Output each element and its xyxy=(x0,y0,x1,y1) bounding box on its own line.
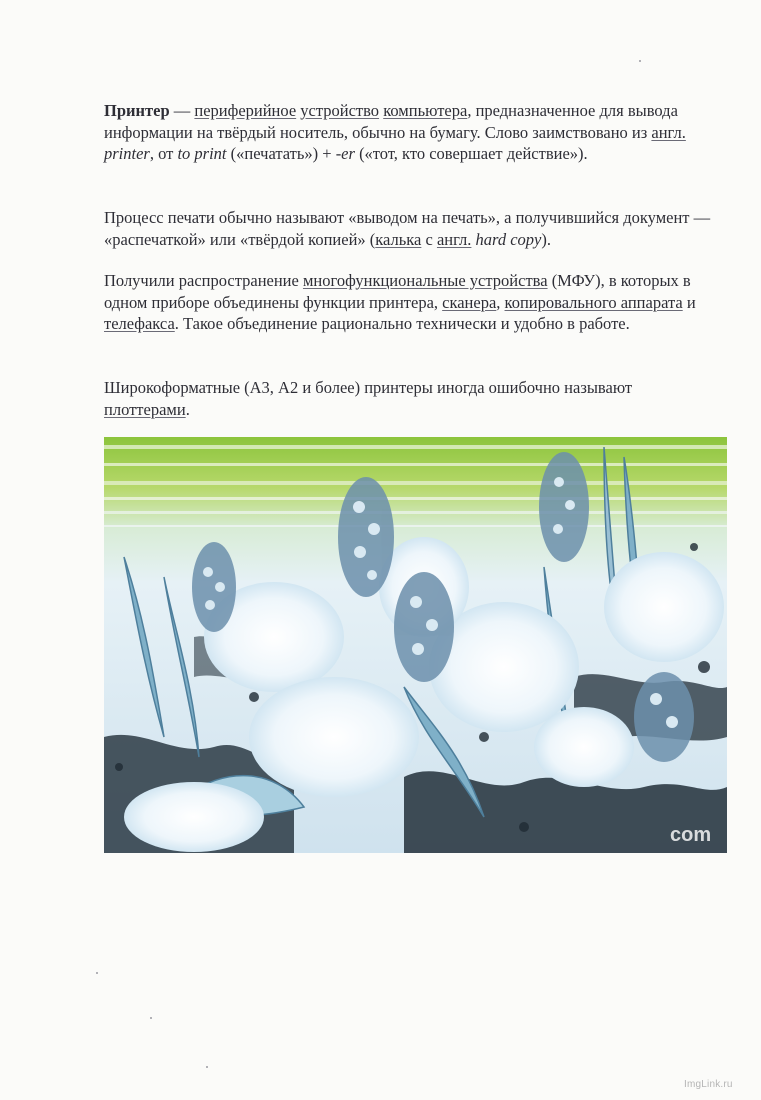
text-run: Получили распространение xyxy=(104,271,303,290)
hyacinth-photo xyxy=(104,437,727,853)
text-run: . xyxy=(185,399,190,419)
photo-artwork xyxy=(104,437,727,853)
scan-speck xyxy=(96,972,98,974)
photo-watermark: com xyxy=(670,824,712,846)
text-run: Процесс печати обычно называют «выводом на печать», а получившийся документ — «распечаткой» или «твёрдой копией» ( xyxy=(104,208,711,249)
text-run: Широкоформатные (А3, А2 и более) принтеры иногда ошибочно называют xyxy=(104,378,633,397)
link-peripheral[interactable]: периферийное xyxy=(194,101,297,120)
text-run: ). xyxy=(541,229,551,249)
link-telefax[interactable]: телефакса xyxy=(104,314,175,333)
text-run: , xyxy=(496,292,505,312)
link-english-abbr[interactable]: англ. xyxy=(436,229,472,249)
text-run: с xyxy=(421,229,437,249)
link-multifunction-devices[interactable]: многофункциональные устройства xyxy=(302,271,548,290)
link-scanner[interactable]: сканера xyxy=(442,292,497,312)
imglink-watermark: ImgLink.ru xyxy=(684,1079,733,1090)
link-english-abbr[interactable]: англ. xyxy=(651,122,686,142)
text-run: и xyxy=(682,292,696,312)
link-device[interactable]: устройство xyxy=(300,101,380,120)
link-copier[interactable]: копировального аппарата xyxy=(504,292,683,312)
text-run: . Такое объединение рационально технически и удобно в работе. xyxy=(174,314,630,333)
text-run: — xyxy=(169,101,195,120)
word-to-print: to print xyxy=(177,144,227,163)
paragraph-mfu xyxy=(104,270,714,335)
scan-speck xyxy=(639,60,641,62)
scan-speck xyxy=(150,1017,152,1019)
word-hard-copy: hard copy xyxy=(475,229,542,249)
word-printer: printer xyxy=(104,144,150,163)
link-calque[interactable]: калька xyxy=(375,229,422,249)
text-run: («печатать») + xyxy=(226,144,336,163)
paragraph-wide-format xyxy=(104,377,714,420)
link-computer[interactable]: компьютера xyxy=(383,101,468,120)
paragraph-printing-process xyxy=(104,207,714,250)
text-run: (МФУ), в которых в одном приборе объединены функции принтера, xyxy=(104,271,691,312)
scan-speck xyxy=(206,1066,208,1068)
text-run: , от xyxy=(149,144,178,163)
text-run: («тот, кто совершает действие»). xyxy=(354,144,588,163)
suffix-er: -er xyxy=(335,144,355,163)
paragraph-printer-definition xyxy=(104,100,714,165)
link-plotters[interactable]: плоттерами xyxy=(104,399,186,419)
text-run: , предназначенное для вывода информации на твёрдый носитель, обычно на бумагу. Слово заимствовано из xyxy=(104,101,678,142)
term-printer: Принтер xyxy=(104,101,170,120)
